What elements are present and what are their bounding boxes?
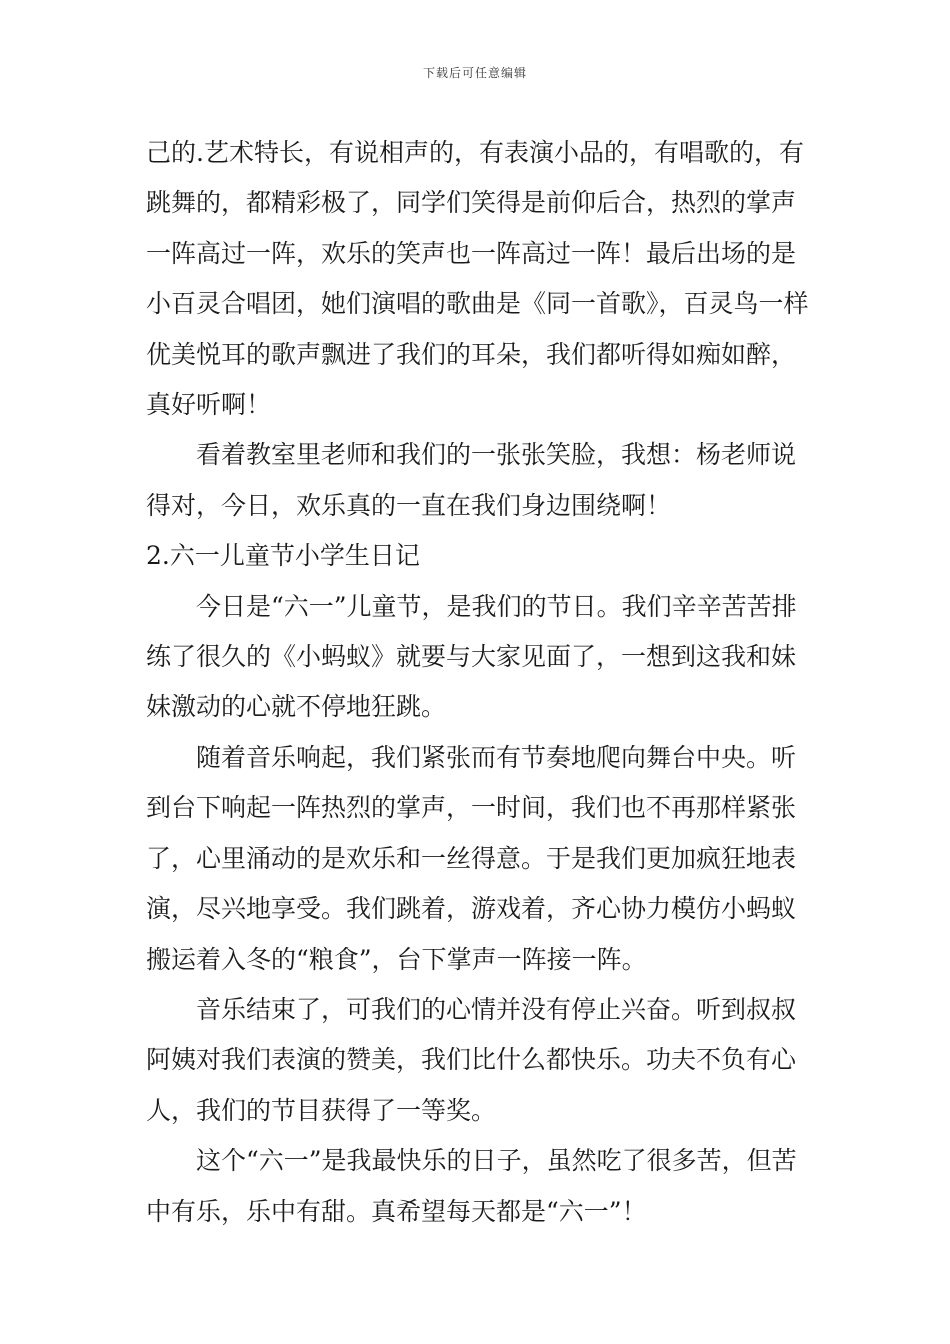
paragraph-teacher-smiles: 看着教室里老师和我们的一张张笑脸，我想：杨老师说得对，今日，欢乐真的一直在我们身边围绕啊！ — [146, 440, 797, 520]
paragraph-childrens-day: 今日是“六一”儿童节，是我们的节日。我们辛辛苦苦排练了很久的《小蚂蚁》就要与大家见面了，一想到这我和妹妹激动的心就不停地狂跳。 — [146, 591, 797, 722]
section-heading: 2.六一儿童节小学生日记 — [146, 541, 420, 571]
paragraph-happiest-day: 这个“六一”是我最快乐的日子，虽然吃了很多苦，但苦中有乐，乐中有甜。真希望每天都是“六一”！ — [146, 1146, 797, 1226]
paragraph-music-starts: 随着音乐响起，我们紧张而有节奏地爬向舞台中央。听到台下响起一阵热烈的掌声，一时间，我们也不再那样紧张了，心里涌动的是欢乐和一丝得意。于是我们更加疯狂地表演，尽兴地享受。我们跳着，游戏着，齐心协力模仿小蚂蚁搬运着入冬的“粮食”，台下掌声一阵接一阵。 — [146, 742, 797, 974]
paragraph-music-ends: 音乐结束了，可我们的心情并没有停止兴奋。听到叔叔阿姨对我们表演的赞美，我们比什么都快乐。功夫不负有心人，我们的节目获得了一等奖。 — [146, 994, 797, 1125]
paragraph-performances: 己的.艺术特长，有说相声的，有表演小品的，有唱歌的，有跳舞的，都精彩极了，同学们笑得是前仰后合，热烈的掌声一阵高过一阵，欢乐的笑声也一阵高过一阵！最后出场的是小百灵合唱团，她们演唱的歌曲是《同一首歌》，百灵鸟一样优美悦耳的歌声飘进了我们的耳朵，我们都听得如痴如醉，真好听啊！ — [146, 138, 809, 420]
document-body — [146, 128, 810, 1237]
page-header-note: 下载后可任意编辑 — [422, 66, 527, 80]
